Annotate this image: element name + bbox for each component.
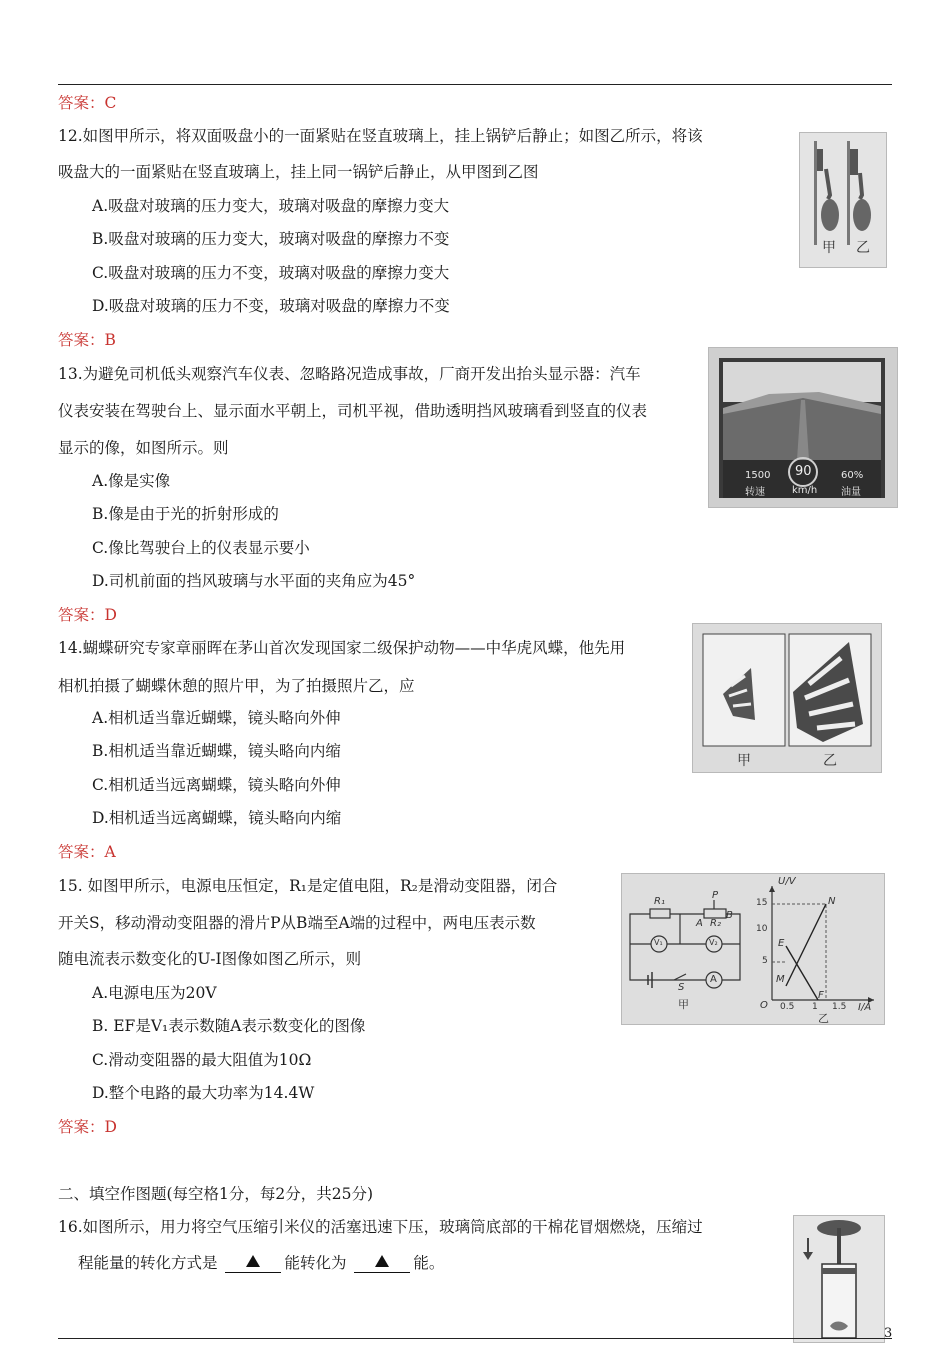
q15-stem-line2: 开关S，移动滑动变阻器的滑片P从B端至A端的过程中，两电压表示数 <box>58 914 536 932</box>
q14-figure-label-jia: 甲 <box>737 753 751 769</box>
top-rule <box>58 84 892 85</box>
label-end-a: A <box>696 918 703 929</box>
hud-rpm: 1500 <box>745 470 771 481</box>
q15-option-d: D.整个电路的最大功率为14.4W <box>92 1084 315 1102</box>
q15-stem-line3: 随电流表示数变化的U-I图像如图乙所示，则 <box>58 950 362 968</box>
q13-figure-hud-photo <box>708 347 898 508</box>
q16-stem-line1: 16.如图所示，用力将空气压缩引米仪的活塞迅速下压，玻璃筒底部的干棉花冒烟燃烧，压缩过 <box>58 1218 703 1236</box>
answer-q13: 答案：D <box>58 606 117 624</box>
q13-option-b: B.像是由于光的折射形成的 <box>92 505 279 523</box>
q12-option-b: B.吸盘对玻璃的压力变大，玻璃对吸盘的摩擦力不变 <box>92 230 450 248</box>
q14-option-b: B.相机适当靠近蝴蝶，镜头略向内缩 <box>92 742 341 760</box>
hud-rpm-label: 转速 <box>745 487 765 498</box>
q13-stem-line2: 仪表安装在驾驶台上、显示面水平朝上，司机平视，借助透明挡风玻璃看到竖直的仪表 <box>58 402 648 420</box>
label-switch: S <box>678 982 685 993</box>
q16-blank-1[interactable] <box>225 1254 281 1273</box>
q14-option-a: A.相机适当靠近蝴蝶，镜头略向外伸 <box>92 709 341 727</box>
answer-q12: 答案：B <box>58 331 116 349</box>
hud-fuel: 60% <box>841 470 864 481</box>
q13-option-c: C.像比驾驶台上的仪表显示要小 <box>92 539 310 557</box>
q12-figure-label-yi: 乙 <box>856 240 870 256</box>
q13-option-a: A.像是实像 <box>92 472 171 490</box>
q12-option-d: D.吸盘对玻璃的压力不变，玻璃对吸盘的摩擦力不变 <box>92 297 450 315</box>
q14-option-c: C.相机适当远离蝴蝶，镜头略向外伸 <box>92 776 341 794</box>
triangle-icon <box>375 1255 389 1267</box>
label-end-b: B <box>726 910 733 921</box>
label-r2: R₂ <box>710 918 721 929</box>
hud-unit: km/h <box>792 485 818 496</box>
hud-speed: 90 <box>795 464 812 479</box>
graph-x-tick-1: 1 <box>812 1002 818 1012</box>
graph-point-m: M <box>776 974 785 985</box>
section2-title: 二、填空作图题(每空格1分，每2分，共25分) <box>58 1185 374 1203</box>
hud-fuel-label: 油量 <box>841 487 861 498</box>
graph-x-axis-label: I/A <box>858 1002 872 1013</box>
label-v2: V₂ <box>709 938 718 947</box>
q15-figure-circuit-and-graph <box>621 873 885 1025</box>
q16-line2-mid: 能转化为 <box>284 1254 347 1272</box>
label-p: P <box>712 890 719 901</box>
answer-q14: 答案：A <box>58 843 116 861</box>
label-v1: V₁ <box>654 938 663 947</box>
q16-figure-compression-tube <box>793 1215 885 1343</box>
butterfly-drawing <box>693 624 881 772</box>
q16-line2-prefix: 程能量的转化方式是 <box>78 1254 218 1272</box>
q12-stem-line2: 吸盘大的一面紧贴在竖直玻璃上，挂上同一锅铲后静止，从甲图到乙图 <box>58 163 539 181</box>
q15-option-a: A.电源电压为20V <box>92 984 217 1002</box>
q16-line2-suffix: 能。 <box>413 1254 445 1272</box>
q12-figure-suction-cups <box>799 132 887 268</box>
q14-stem-line1: 14.蝴蝶研究专家章丽晖在茅山首次发现国家二级保护动物——中华虎风蝶，他先用 <box>58 639 626 657</box>
q16-stem-line2 <box>78 1251 444 1273</box>
q12-option-a: A.吸盘对玻璃的压力变大，玻璃对吸盘的摩擦力变大 <box>92 197 450 215</box>
label-ammeter: A <box>710 974 717 985</box>
graph-point-n: N <box>828 896 836 907</box>
page-number: 3 <box>884 1326 893 1341</box>
q14-stem-line2: 相机拍摄了蝴蝶休憩的照片甲，为了拍摄照片乙，应 <box>58 677 415 695</box>
compression-tube-drawing <box>794 1216 884 1342</box>
suction-cup-drawing <box>800 133 886 267</box>
graph-point-e: E <box>778 938 785 949</box>
q13-stem-line3: 显示的像，如图所示。则 <box>58 439 229 457</box>
triangle-icon <box>246 1255 260 1267</box>
q15-option-c: C.滑动变阻器的最大阻值为10Ω <box>92 1051 312 1069</box>
q14-option-d: D.相机适当远离蝴蝶，镜头略向内缩 <box>92 809 342 827</box>
q12-option-c: C.吸盘对玻璃的压力不变，玻璃对吸盘的摩擦力变大 <box>92 264 450 282</box>
q14-figure-butterflies <box>692 623 882 773</box>
q14-figure-label-yi: 乙 <box>823 753 837 769</box>
q15-stem-line1: 15. 如图甲所示，电源电压恒定，R₁是定值电阻，R₂是滑动变阻器，闭合 <box>58 877 558 895</box>
graph-y-tick-5: 5 <box>762 956 768 966</box>
circuit-caption: 甲 <box>678 998 689 1011</box>
graph-y-tick-15: 15 <box>756 898 768 908</box>
q16-blank-2[interactable] <box>354 1254 410 1273</box>
answer-q11: 答案：C <box>58 94 117 112</box>
graph-x-tick-1-5: 1.5 <box>832 1002 847 1012</box>
graph-caption: 乙 <box>818 1012 829 1025</box>
q12-figure-label-jia: 甲 <box>822 240 836 256</box>
q12-stem-line1: 12.如图甲所示，将双面吸盘小的一面紧贴在竖直玻璃上，挂上锅铲后静止；如图乙所示，将该 <box>58 127 703 145</box>
graph-origin: O <box>760 1000 768 1011</box>
q15-option-b: B. EF是V₁表示数随A表示数变化的图像 <box>92 1017 366 1035</box>
label-r1: R₁ <box>654 896 665 907</box>
graph-y-axis-label: U/V <box>778 876 796 887</box>
hud-road-drawing <box>709 348 897 507</box>
q13-option-d: D.司机前面的挡风玻璃与水平面的夹角应为45° <box>92 572 416 590</box>
graph-y-tick-10: 10 <box>756 924 768 934</box>
answer-q15: 答案：D <box>58 1118 117 1136</box>
graph-x-tick-0-5: 0.5 <box>780 1002 795 1012</box>
graph-point-f: F <box>818 990 824 1001</box>
bottom-rule <box>58 1338 892 1339</box>
q13-stem-line1: 13.为避免司机低头观察汽车仪表、忽略路况造成事故，厂商开发出抬头显示器：汽车 <box>58 365 641 383</box>
